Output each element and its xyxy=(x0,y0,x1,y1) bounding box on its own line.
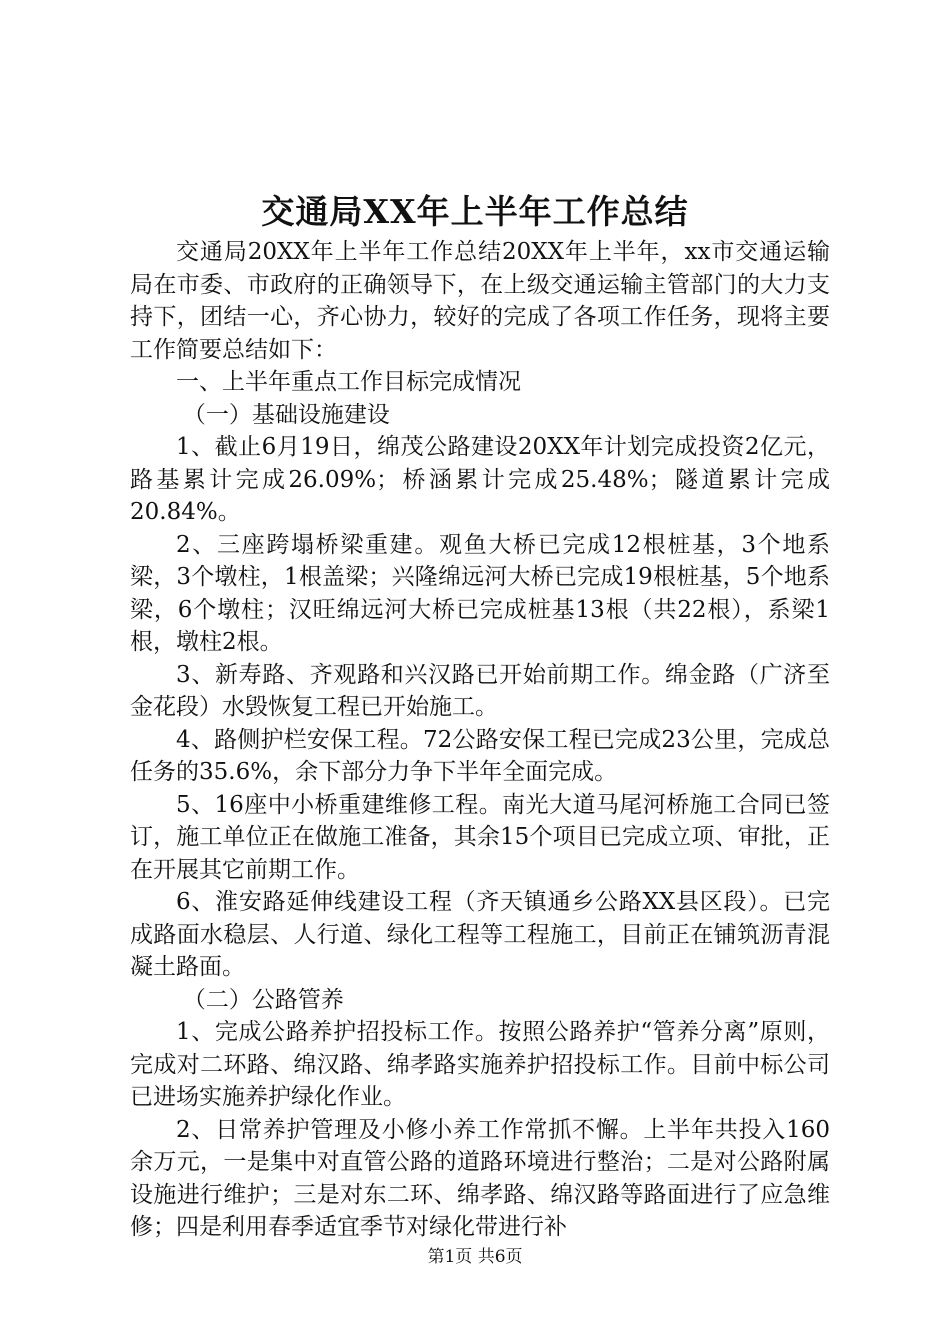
item-paragraph: 6、淮安路延伸线建设工程（齐天镇通乡公路XX县区段）。已完成路面水稳层、人行道、绿化工程等工程施工，目前正在铺筑沥青混凝土路面。 xyxy=(130,889,830,980)
item-paragraph: 2、三座跨塌桥梁重建。观鱼大桥已完成12根桩基，3个地系梁，3个墩柱，1根盖梁；兴隆绵远河大桥已完成19根桩基，5个地系梁，6个墩柱；汉旺绵远河大桥已完成桩基13根（共22根），系梁1根，墩柱2根。 xyxy=(130,531,830,655)
section-heading-1: 一、上半年重点工作目标完成情况 xyxy=(176,369,521,395)
item-paragraph: 5、16座中小桥重建维修工程。南光大道马尾河桥施工合同已签订，施工单位正在做施工准备，其余15个项目已完成立项、审批，正在开展其它前期工作。 xyxy=(130,791,830,883)
item-paragraph: 3、新寿路、齐观路和兴汉路已开始前期工作。绵金路（广济至金花段）水毁恢复工程已开始施工。 xyxy=(130,661,830,720)
item-paragraph: 2、日常养护管理及小修小养工作常抓不懈。上半年共投入160余万元，一是集中对直管公路的道路环境进行整治；二是对公路附属设施进行维护；三是对东二环、绵孝路、绵汉路等路面进行了应急维修；四是利用春季适宜季节对绿化带进行补 xyxy=(130,1116,830,1240)
document-title: 交通局XX年上半年工作总结 xyxy=(261,192,689,231)
item-paragraph: 1、截止6月19日，绵茂公路建设20XX年计划完成投资2亿元，路基累计完成26.09%；桥涵累计完成25.48%；隧道累计完成20.84%。 xyxy=(130,434,830,525)
page-footer: 第1页 共6页 xyxy=(427,1247,523,1267)
document-body xyxy=(130,236,830,1244)
subsection-heading-2: （二）公路管养 xyxy=(182,986,344,1013)
intro-paragraph: 交通局20XX年上半年工作总结20XX年上半年，xx市交通运输局在市委、市政府的正确领导下，在上级交通运输主管部门的大力支持下，团结一心，齐心协力，较好的完成了各项工作任务，现将主要工作简要总结如下： xyxy=(130,239,830,363)
item-paragraph: 1、完成公路养护招投标工作。按照公路养护“管养分离”原则，完成对二环路、绵汉路、绵孝路实施养护招投标工作。目前中标公司已进场实施养护绿化作业。 xyxy=(130,1019,830,1110)
item-paragraph: 4、路侧护栏安保工程。72公路安保工程已完成23公里，完成总任务的35.6%，余下部分力争下半年全面完成。 xyxy=(130,726,830,785)
subsection-heading-1: （一）基础设施建设 xyxy=(182,401,390,428)
